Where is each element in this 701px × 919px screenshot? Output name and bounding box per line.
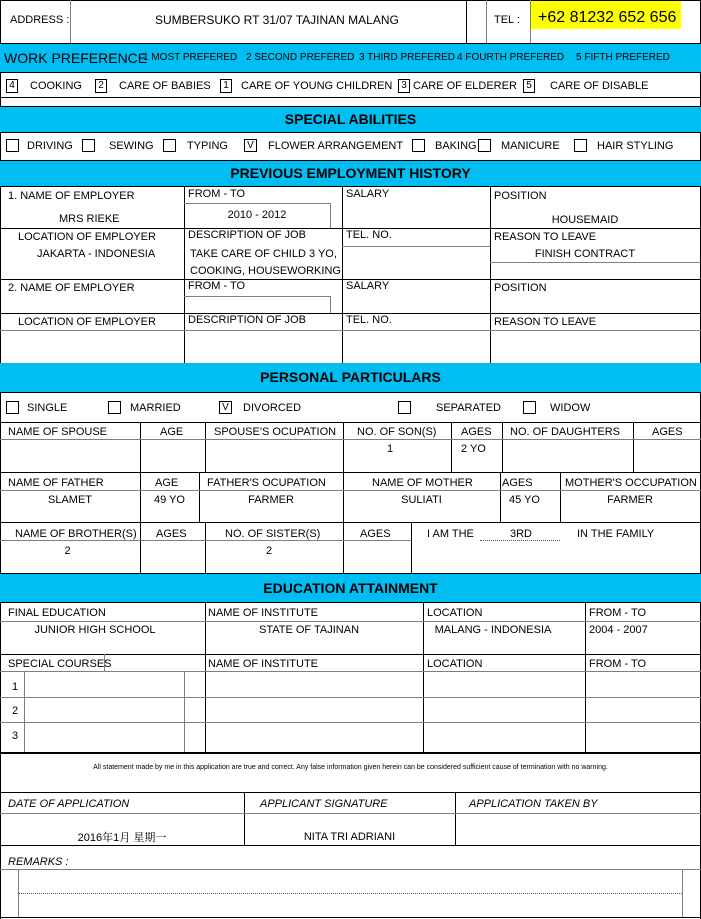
e2-name-label: 2. NAME OF EMPLOYER — [8, 282, 135, 294]
pref-legend-1: 1 MOST PREFERED — [143, 52, 238, 63]
divider — [500, 472, 501, 522]
address-value: SUMBERSUKO RT 31/07 TAJINAN MALANG — [155, 13, 399, 27]
e1-tel-label: TEL. NO. — [346, 229, 392, 241]
divider — [184, 296, 330, 297]
divider — [502, 422, 503, 472]
pref-legend-3: 3 THIRD PREFERED — [359, 52, 455, 63]
divider — [0, 97, 701, 98]
status-checkbox-divorced[interactable]: V — [219, 401, 232, 414]
ability-label-sewing: SEWING — [109, 140, 154, 152]
divider — [342, 186, 343, 363]
e1-desc-line1: TAKE CARE OF CHILD 3 YO, — [190, 248, 337, 260]
daughters-ages-label: AGES — [652, 426, 683, 438]
ability-checkbox-hair[interactable] — [574, 139, 587, 152]
bottom-border — [0, 917, 701, 918]
divider — [342, 246, 490, 247]
sons-label: NO. OF SON(S) — [357, 426, 437, 438]
work-preference-title: WORK PREFERENCE — [4, 50, 148, 66]
status-label-single: SINGLE — [27, 402, 68, 414]
divider — [0, 422, 701, 423]
sisters-label: NO. OF SISTER(S) — [225, 528, 321, 540]
mother-label: NAME OF MOTHER — [372, 477, 473, 489]
divider — [0, 330, 701, 331]
mother-occ: FARMER — [607, 494, 653, 506]
personal-title: PERSONAL PARTICULARS — [260, 369, 441, 385]
father-label: NAME OF FATHER — [8, 477, 104, 489]
applicant-value: NITA TRI ADRIANI — [303, 831, 396, 843]
divider — [455, 792, 456, 845]
pref-rank-young-children[interactable]: 1 — [220, 79, 232, 93]
divider — [0, 472, 701, 473]
e1-desc-line2: COOKING, HOUSEWORKING — [190, 265, 341, 277]
status-label-divorced: DIVORCED — [243, 402, 302, 414]
divider — [0, 439, 701, 440]
divider — [0, 392, 701, 393]
pref-label-elderer: CARE OF ELDERER — [413, 80, 517, 92]
edu-from-to: 2004 - 2007 — [589, 624, 648, 636]
special-abilities-title: SPECIAL ABILITIES — [284, 111, 417, 127]
pref-label-young-children: CARE OF YOUNG CHILDREN — [241, 80, 393, 92]
courses-location-label: LOCATION — [427, 658, 483, 670]
e1-reason-label: REASON TO LEAVE — [494, 231, 597, 243]
sons-value: 1 — [386, 443, 394, 455]
courses-label: SPECIAL COURSES — [8, 658, 112, 670]
final-education-label: FINAL EDUCATION — [8, 607, 106, 619]
divider — [70, 0, 71, 43]
divider — [490, 262, 700, 263]
divider — [0, 792, 701, 793]
brothers-label: NAME OF BROTHER(S) — [15, 528, 137, 540]
divider — [0, 490, 701, 491]
divider — [0, 845, 701, 846]
final-education: JUNIOR HIGH SCHOOL — [34, 624, 156, 636]
status-checkbox-widow[interactable] — [523, 401, 536, 414]
date-value: 2016年1月 星期一 — [77, 832, 167, 844]
e1-reason: FINISH CONTRACT — [534, 248, 636, 260]
e1-salary-label: SALARY — [346, 188, 390, 200]
courses-from-to-label: FROM - TO — [589, 658, 647, 670]
divider — [0, 654, 701, 655]
divider — [0, 540, 411, 541]
divider — [184, 203, 330, 204]
e1-name: MRS RIEKE — [59, 213, 120, 225]
ability-label-typing: TYPING — [187, 140, 228, 152]
divider — [0, 869, 701, 870]
mother-occ-label: MOTHER'S OCCUPATION — [565, 477, 697, 489]
divider — [0, 722, 701, 723]
sons-ages-label: AGES — [461, 426, 492, 438]
divider — [0, 602, 701, 603]
brothers-value: 2 — [64, 545, 71, 557]
iam-value: 3RD — [510, 528, 533, 540]
mother-name: SULIATI — [401, 494, 442, 506]
divider — [0, 573, 701, 574]
e2-desc-label: DESCRIPTION OF JOB — [188, 314, 306, 326]
father-name: SLAMET — [47, 494, 92, 506]
divider — [205, 422, 206, 472]
ability-checkbox-flower[interactable]: V — [244, 139, 257, 152]
e2-location-label: LOCATION OF EMPLOYER — [18, 316, 156, 328]
e1-position-label: POSITION — [494, 190, 547, 202]
divider — [140, 522, 141, 573]
e2-position-label: POSITION — [494, 282, 547, 294]
status-checkbox-separated[interactable] — [398, 401, 411, 414]
e1-from-to-label: FROM - TO — [188, 188, 246, 200]
divider — [140, 472, 141, 522]
divider — [0, 671, 701, 672]
divider — [466, 0, 467, 43]
institute: STATE OF TAJINAN — [258, 624, 360, 636]
divider — [633, 422, 634, 472]
education-title: EDUCATION ATTAINMENT — [263, 580, 438, 596]
status-checkbox-married[interactable] — [108, 401, 121, 414]
course-row-1: 1 — [12, 681, 19, 693]
pref-rank-cooking[interactable]: 4 — [6, 79, 18, 93]
status-checkbox-single[interactable] — [6, 401, 19, 414]
divider — [330, 203, 331, 228]
pref-rank-elderer[interactable]: 3 — [398, 79, 410, 93]
e1-from-to: 2010 - 2012 — [227, 209, 287, 221]
divider — [330, 296, 331, 313]
divider — [0, 106, 701, 107]
ability-label-manicure: MANICURE — [501, 140, 560, 152]
e2-reason-label: REASON TO LEAVE — [494, 316, 597, 328]
ability-checkbox-driving[interactable] — [6, 139, 19, 152]
mother-age: 45 YO — [509, 494, 540, 506]
divider — [0, 72, 701, 73]
pref-label-disable: CARE OF DISABLE — [550, 80, 649, 92]
divider — [343, 522, 344, 573]
pref-rank-disable[interactable]: 5 — [523, 79, 535, 93]
divider — [0, 132, 701, 133]
ability-checkbox-manicure[interactable] — [478, 139, 491, 152]
ability-label-hair: HAIR STYLING — [597, 140, 674, 152]
edu-from-to-label: FROM - TO — [589, 607, 647, 619]
pref-legend-2: 2 SECOND PREFERED — [246, 52, 355, 63]
brothers-ages-label: AGES — [156, 528, 187, 540]
divider — [0, 43, 701, 44]
spouse-occ-label: SPOUSE'S OCUPATION — [214, 426, 337, 438]
divider — [451, 422, 452, 472]
father-occ-label: FATHER'S OCUPATION — [207, 477, 326, 489]
taken-by-label: APPLICATION TAKEN BY — [469, 798, 598, 810]
spouse-age-label: AGE — [160, 426, 184, 438]
father-age-label: AGE — [155, 477, 179, 489]
divider — [0, 752, 701, 754]
remarks-line — [18, 893, 682, 894]
e1-name-label: 1. NAME OF EMPLOYER — [8, 190, 135, 202]
e1-desc-label: DESCRIPTION OF JOB — [188, 229, 306, 241]
e1-location-label: LOCATION OF EMPLOYER — [18, 231, 156, 243]
divider — [0, 522, 701, 523]
father-age: 49 YO — [154, 494, 185, 506]
tel-value: +62 81232 652 656 — [538, 9, 677, 26]
course-row-3: 3 — [12, 730, 19, 742]
pref-legend-5: 5 FIFTH PREFERED — [576, 52, 670, 63]
statement-text: All statement made by me in this application are true and correct. Any false information given herein can be considered sufficient cause of termination with no warning. — [93, 764, 608, 771]
date-label: DATE OF APPLICATION — [8, 798, 130, 810]
pref-label-cooking: COOKING — [30, 80, 82, 92]
divider — [0, 186, 701, 187]
edu-location: MALANG - INDONESIA — [434, 624, 552, 636]
ability-label-baking: BAKING — [435, 140, 477, 152]
address-label: ADDRESS : — [10, 14, 70, 26]
divider — [0, 160, 701, 161]
employment-title: PREVIOUS EMPLOYMENT HISTORY — [230, 165, 471, 181]
iam-underline — [480, 540, 560, 541]
e2-tel-label: TEL. NO. — [346, 314, 392, 326]
mother-ages-label: AGES — [502, 477, 533, 489]
applicant-label: APPLICANT SIGNATURE — [260, 798, 388, 810]
pref-legend-4: 4 FOURTH PREFERED — [457, 52, 565, 63]
divider — [411, 522, 412, 573]
e2-salary-label: SALARY — [346, 280, 390, 292]
tel-label: TEL : — [494, 14, 520, 26]
divider — [0, 813, 701, 814]
status-label-married: MARRIED — [130, 402, 181, 414]
status-label-widow: WIDOW — [550, 402, 591, 414]
e2-from-to-label: FROM - TO — [188, 280, 246, 292]
divider — [0, 697, 701, 698]
pref-label-babies: CARE OF BABIES — [119, 80, 211, 92]
divider — [486, 0, 487, 43]
edu-location-label: LOCATION — [427, 607, 483, 619]
ability-checkbox-baking[interactable] — [412, 139, 425, 152]
sisters-value: 2 — [265, 545, 273, 557]
ability-checkbox-sewing[interactable] — [82, 139, 95, 152]
divider — [0, 621, 701, 622]
sons-ages: 2 YO — [461, 443, 486, 455]
ability-checkbox-typing[interactable] — [163, 139, 176, 152]
institute-label: NAME OF INSTITUTE — [208, 607, 318, 619]
in-family-label: IN THE FAMILY — [577, 528, 655, 540]
sisters-ages-label: AGES — [360, 528, 391, 540]
pref-rank-babies[interactable]: 2 — [95, 79, 107, 93]
remarks-label: REMARKS : — [8, 856, 69, 868]
e1-location: JAKARTA - INDONESIA — [37, 248, 156, 260]
divider — [24, 671, 25, 752]
ability-label-flower: FLOWER ARRANGEMENT — [268, 140, 404, 152]
e1-position: HOUSEMAID — [551, 214, 619, 226]
left-border — [0, 0, 1, 919]
divider — [682, 869, 683, 918]
daughters-label: NO. OF DAUGHTERS — [510, 426, 621, 438]
ability-label-driving: DRIVING — [27, 140, 73, 152]
spouse-label: NAME OF SPOUSE — [8, 426, 108, 438]
course-row-2: 2 — [12, 705, 19, 717]
courses-institute-label: NAME OF INSTITUTE — [208, 658, 318, 670]
divider — [585, 602, 586, 752]
father-occ: FARMER — [248, 494, 294, 506]
divider — [184, 671, 185, 752]
status-label-separated: SEPARATED — [436, 402, 501, 414]
divider — [140, 422, 141, 472]
divider — [490, 186, 491, 363]
iam-label: I AM THE — [427, 528, 474, 540]
